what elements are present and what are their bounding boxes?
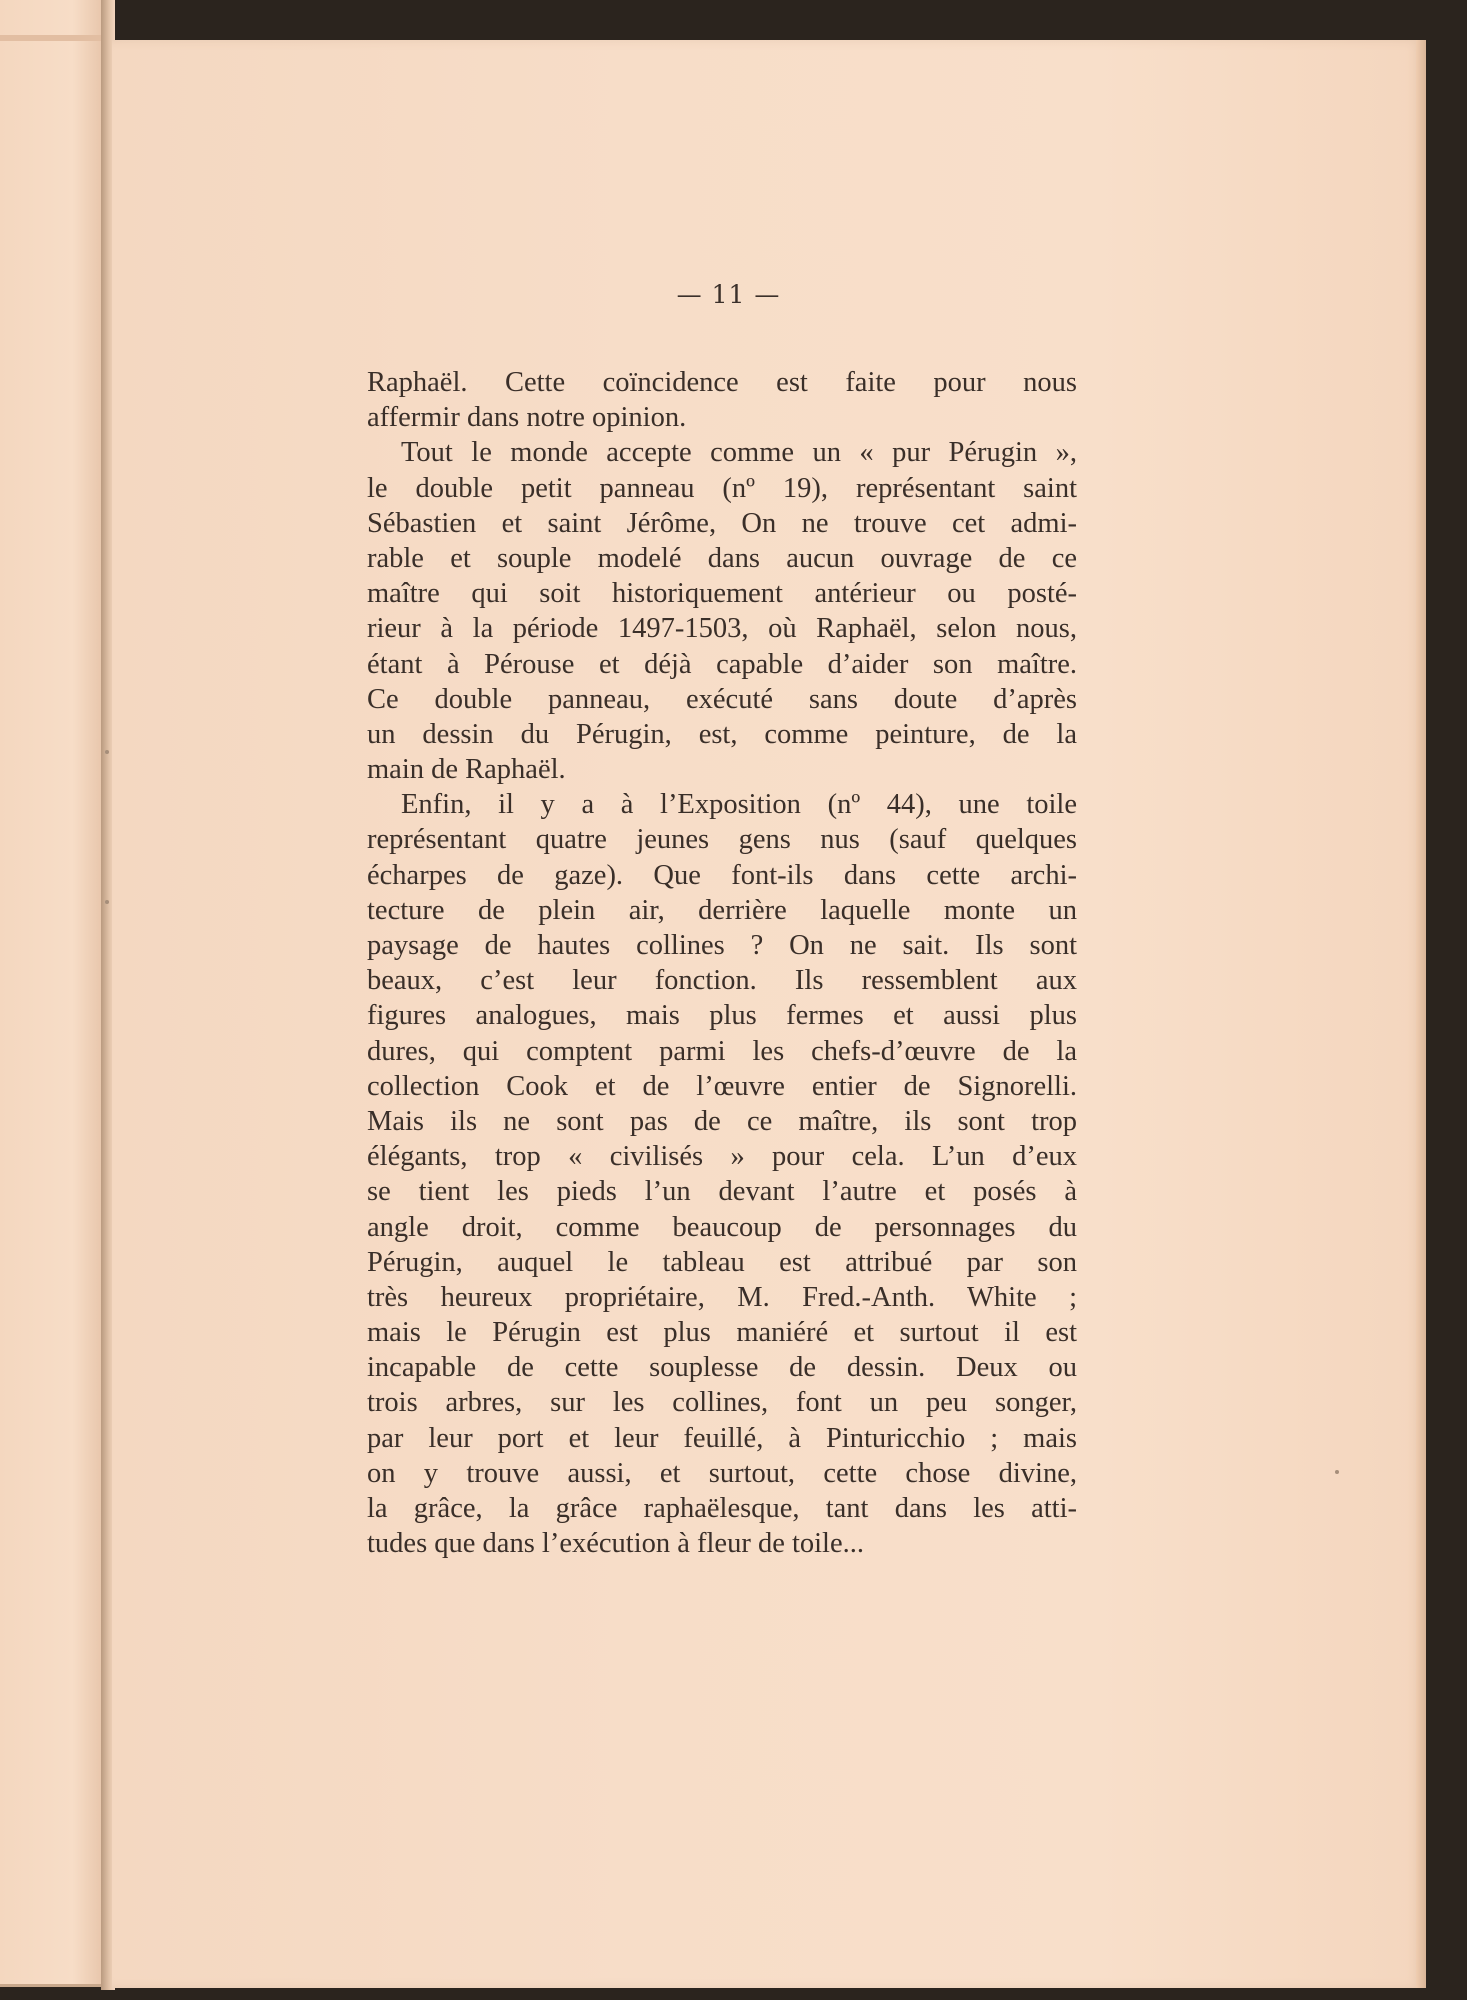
text-line: dures, qui comptent parmi les chefs-d’œuvre de la <box>367 1035 1077 1067</box>
text-line: représentant quatre jeunes gens nus (sauf quelques <box>367 824 1077 856</box>
text-line: un dessin du Pérugin, est, comme peinture, de la <box>367 718 1077 750</box>
text-line: Ce double panneau, exécuté sans doute d’après <box>367 683 1077 715</box>
text-line: rieur à la période 1497-1503, où Raphaël, selon nous, <box>367 613 1077 645</box>
text-line: affermir dans notre opinion. <box>367 402 687 434</box>
text-line: se tient les pieds l’un devant l’autre et posés à <box>367 1176 1077 1208</box>
text-line: Raphaël. Cette coïncidence est faite pour nous <box>367 367 1077 398</box>
text-line: angle droit, comme beaucoup de personnages du <box>367 1211 1077 1243</box>
page-number <box>0 280 1467 309</box>
page-edge <box>1416 40 1426 1988</box>
text-line: la grâce, la grâce raphaëlesque, tant dans les atti- <box>367 1493 1077 1524</box>
left-page-fold <box>0 35 104 41</box>
text-line: tecture de plein air, derrière laquelle monte un <box>367 894 1077 926</box>
text-line: très heureux propriétaire, M. Fred.-Anth. White ; <box>367 1281 1077 1313</box>
text-line: collection Cook et de l’œuvre entier de Signorelli. <box>367 1070 1077 1102</box>
paper-spot <box>1335 1470 1339 1474</box>
text-line: beaux, c’est leur fonction. Ils ressemblent aux <box>367 965 1077 997</box>
text-line: écharpes de gaze). Que font-ils dans cette archi- <box>367 859 1077 891</box>
text-line: le double petit panneau (nº 19), représentant saint <box>367 472 1077 504</box>
text-line: main de Raphaël. <box>367 754 566 786</box>
text-line: Pérugin, auquel le tableau est attribué par son <box>367 1246 1077 1278</box>
text-line: Mais ils ne sont pas de ce maître, ils sont trop <box>367 1105 1077 1137</box>
text-line: tudes que dans l’exécution à fleur de toile... <box>367 1528 864 1560</box>
text-line: par leur port et leur feuillé, à Pinturicchio ; mais <box>367 1422 1077 1454</box>
text-line: trois arbres, sur les collines, font un peu songer, <box>367 1387 1077 1419</box>
paper-spot <box>105 750 109 754</box>
text-line: incapable de cette souplesse de dessin. Deux ou <box>367 1352 1077 1384</box>
text-line: Sébastien et saint Jérôme, On ne trouve cet admi- <box>367 507 1077 539</box>
text-line: figures analogues, mais plus fermes et aussi plus <box>367 1000 1077 1032</box>
page-number-text: — 11 — <box>676 280 781 309</box>
body-text <box>367 365 1077 1561</box>
text-line: étant à Pérouse et déjà capable d’aider son maître. <box>367 648 1077 680</box>
text-line: rable et souple modelé dans aucun ouvrage de ce <box>367 542 1077 574</box>
text-line: on y trouve aussi, et surtout, cette chose divine, <box>367 1457 1077 1489</box>
text-line: paysage de hautes collines ? On ne sait. Ils sont <box>367 930 1077 961</box>
text-line: Tout le monde accepte comme un « pur Pérugin », <box>401 437 1077 469</box>
text-line: élégants, trop « civilisés » pour cela. L’un d’eux <box>367 1141 1077 1173</box>
text-line: mais le Pérugin est plus maniéré et surtout il est <box>367 1317 1077 1349</box>
text-line: Enfin, il y a à l’Exposition (nº 44), une toile <box>401 789 1077 821</box>
paper-spot <box>105 900 109 904</box>
text-line: maître qui soit historiquement antérieur ou posté- <box>367 578 1077 610</box>
